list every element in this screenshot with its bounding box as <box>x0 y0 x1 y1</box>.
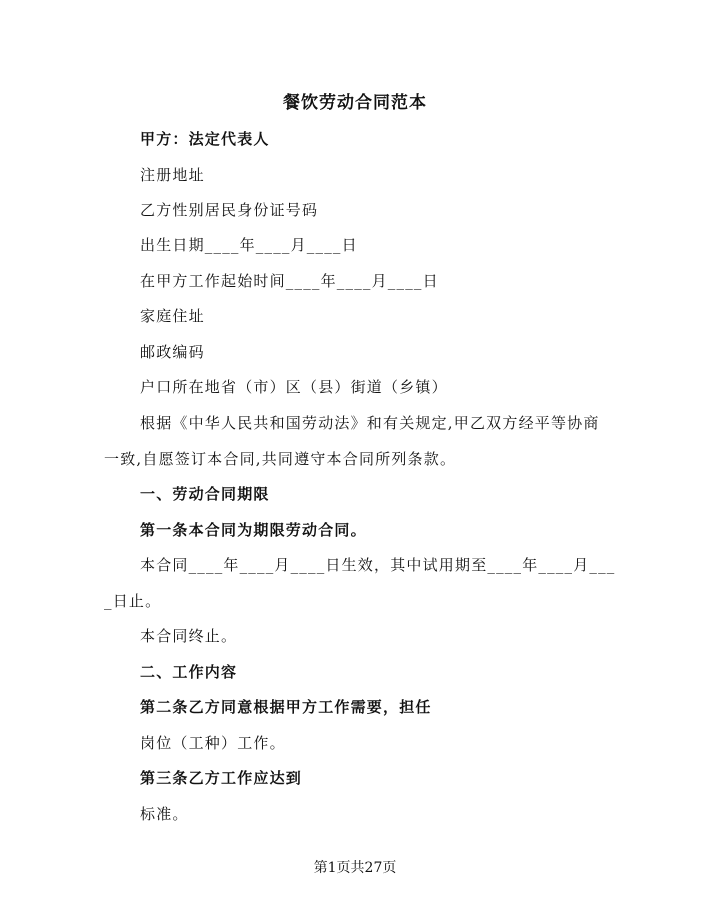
article-1-heading: 第一条本合同为期限劳动合同。 <box>140 521 367 539</box>
contract-term-line-2: _日止。 <box>104 592 162 610</box>
contract-end-line: 本合同终止。 <box>140 627 238 645</box>
preamble-line-2: 一致,自愿签订本合同,共同遵守本合同所列条款。 <box>104 450 457 468</box>
party-a-line: 甲方：法定代表人 <box>140 130 270 148</box>
postal-code-line: 邮政编码 <box>140 343 205 361</box>
document-title: 餐饮劳动合同范本 <box>283 93 427 113</box>
birth-date-line: 出生日期____年____月____日 <box>140 236 358 254</box>
page-number: 第1页共27页 <box>313 860 397 876</box>
registered-address-line: 注册地址 <box>140 166 205 184</box>
article-3-heading: 第三条乙方工作应达到 <box>140 769 303 787</box>
home-address-line: 家庭住址 <box>140 307 205 325</box>
section-1-heading: 一、劳动合同期限 <box>140 485 270 503</box>
household-registration-line: 户口所在地省（市）区（县）街道（乡镇） <box>140 378 448 396</box>
contract-term-line-1: 本合同____年____月____日生效，其中试用期至____年____月___ <box>140 556 616 574</box>
position-line: 岗位（工种）工作。 <box>140 734 286 752</box>
party-b-id-line: 乙方性别居民身份证号码 <box>140 201 319 219</box>
start-date-line: 在甲方工作起始时间____年____月____日 <box>140 272 439 290</box>
article-2-heading: 第二条乙方同意根据甲方工作需要，担任 <box>140 698 432 716</box>
standard-line: 标准。 <box>140 805 189 823</box>
preamble-line-1: 根据《中华人民共和国劳动法》和有关规定,甲乙双方经平等协商 <box>140 414 600 432</box>
section-2-heading: 二、工作内容 <box>140 663 238 681</box>
